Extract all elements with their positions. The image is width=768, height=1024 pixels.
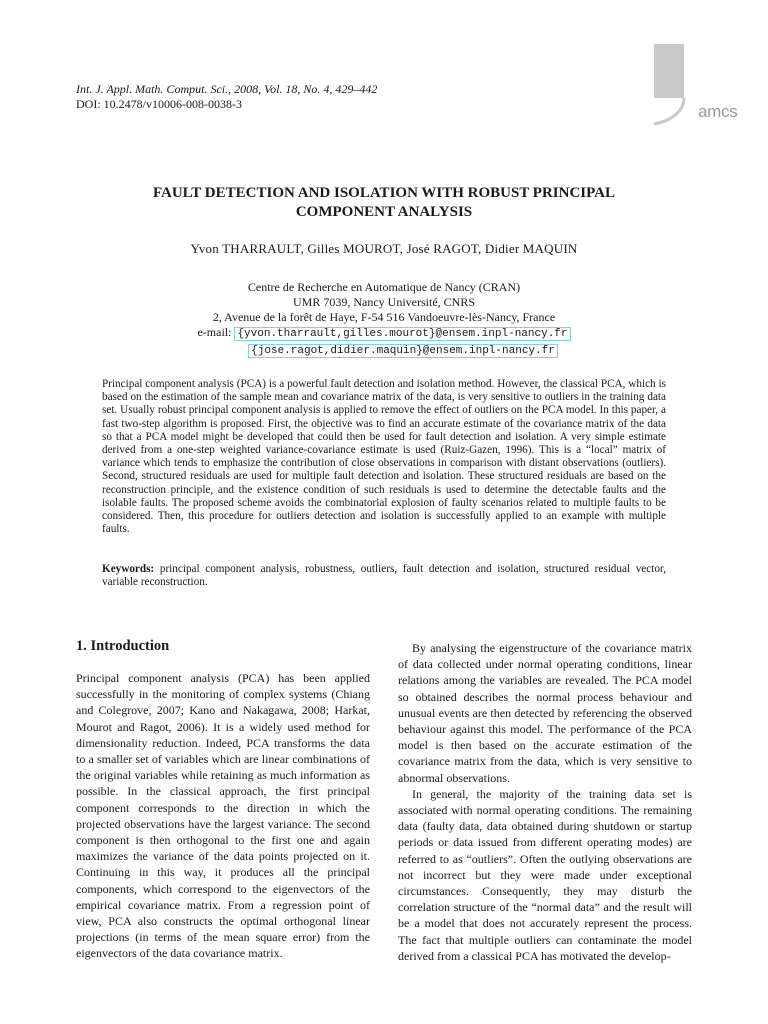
keywords: [102, 563, 666, 589]
paragraph-right-2: In general, the majority of the training data set is associated with normal operating conditions. The remaining data (faulty data, data obtained during shutdown or startup periods or data issued from different operating modes) are referred to as “outliers”. Often the outlying observations are not incorrect but they were made under exceptional circumstances. Consequently, they may disturb the correlation structure of the “normal data” and the result will be a model that does not accurately represent the process. The fact that multiple outliers can contaminate the model derived from a classical PCA has motivated the develop-: [398, 786, 692, 963]
affiliation: [60, 280, 708, 359]
email-link-2[interactable]: {jose.ragot,didier.maquin}@ensem.inpl-nancy.fr: [248, 344, 558, 358]
keywords-text: principal component analysis, robustness, outliers, fault detection and isolation, structured residual vector, variable reconstruction.: [102, 563, 666, 589]
journal-citation: Int. J. Appl. Math. Comput. Sci., 2008, Vol. 18, No. 4, 429–442: [76, 82, 378, 96]
left-column: [76, 670, 370, 962]
right-column: [398, 640, 692, 964]
paragraph-right-1: By analysing the eigenstructure of the covariance matrix of data collected under normal operating conditions, linear relations among the variables are revealed. The PCA model so obtained describes the normal process behaviour and unusual events are then detected by referencing the observed behaviour against this model. The performance of the PCA model is then based on the accurate estimation of the covariance matrix from the data, which is very sensitive to abnormal observations.: [398, 641, 692, 785]
doi: DOI: 10.2478/v10006-008-0038-3: [76, 97, 242, 111]
section-heading-introduction: 1. Introduction: [76, 638, 170, 654]
email-label: e-mail:: [197, 325, 232, 339]
email-link-1[interactable]: {yvon.tharrault,gilles.mourot}@ensem.inpl-nancy.fr: [234, 327, 570, 341]
abstract: Principal component analysis (PCA) is a powerful fault detection and isolation method. However, the classical PCA, which is based on the estimation of the sample mean and covariance matrix of the data, is very sensitive to outliers in the training data set. Usually robust principal component analysis is applied to remove the effect of outliers on the PCA model. In this paper, a fast two-step algorithm is proposed. First, the objective was to find an accurate estimate of the covariance matrix of the data so that a PCA model might be developed that could then be used for fault detection and isolation. A very simple estimate derived from a one-step weighted variance-covariance estimate is used (Ruiz-Gazen, 1996). This is a “local” matrix of variance which tends to emphasize the contribution of close observations in comparison with distant observations (outliers). Second, structured residuals are used for multiple fault detection and isolation. These structured residuals are based on the reconstruction principle, and the existence condition of such residuals is used to determine the detectable faults and the isolable faults. The proposed scheme avoids the combinatorial explosion of faulty scenarios related to multiple faults to be considered. Then, this procedure for outliers detection and isolation is successfully applied to an example with multiple faults.: [102, 378, 666, 536]
paper-title: [60, 184, 708, 222]
affiliation-line-1: Centre de Recherche en Automatique de Nancy (CRAN): [247, 280, 521, 294]
amcs-logo: [654, 44, 750, 128]
title-line-1: FAULT DETECTION AND ISOLATION WITH ROBUST PRINCIPAL: [152, 185, 616, 201]
title-line-2: COMPONENT ANALYSIS: [295, 204, 473, 220]
logo-text: amcs: [698, 102, 738, 121]
paragraph-left-1: Principal component analysis (PCA) has been applied successfully in the monitoring of complex systems (Chiang and Colegrove, 2007; Kano and Nakagawa, 2008; Harkat, Mourot and Ragot, 2006). It is a widely used method for dimensionality reduction. Indeed, PCA transforms the data to a smaller set of variables which are linear combinations of the original variables while retaining as much information as possible. In the classical approach, the first principal component corresponds to the direction in which the projected observations have the largest variance. The second component is then orthogonal to the first one and again maximizes the variance of the data points projected on it. Continuing in this way, it produces all the principal components, which correspond to the eigenvectors of the empirical covariance matrix. From a regression point of view, PCA also constructs the optimal orthogonal linear projections (in terms of the mean square error) from the eigenvectors of the data covariance matrix.: [76, 671, 370, 961]
affiliation-line-2: UMR 7039, Nancy Université, CNRS: [293, 295, 475, 309]
keywords-label: Keywords:: [102, 563, 155, 575]
affiliation-line-3: 2, Avenue de la forêt de Haye, F-54 516 Vandoeuvre-lès-Nancy, France: [212, 310, 556, 324]
authors: Yvon THARRAULT, Gilles MOUROT, José RAGOT, Didier MAQUIN: [190, 241, 578, 256]
journal-header: [76, 82, 377, 112]
